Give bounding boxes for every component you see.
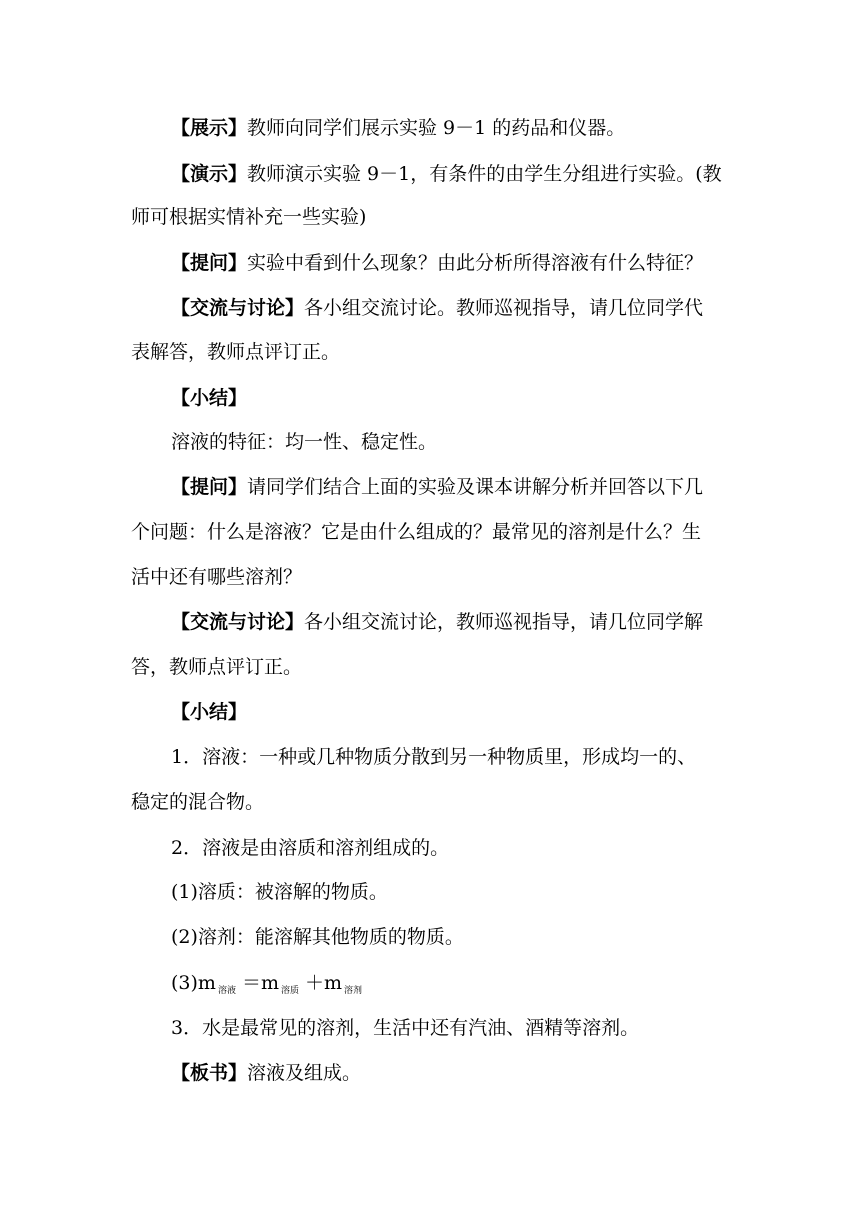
section-tag: 【提问】 xyxy=(171,476,248,498)
paragraph-show xyxy=(171,115,771,141)
summary-heading-1 xyxy=(171,385,771,411)
paragraph-text: 各小组交流讨论。教师巡视指导，请几位同学代 xyxy=(304,297,704,319)
paragraph-discussion1-line1 xyxy=(171,295,771,321)
paragraph-demo-line1 xyxy=(171,161,771,187)
section-tag: 【小结】 xyxy=(171,701,248,723)
paragraph-question2-line1 xyxy=(171,474,771,500)
formula-subscript-solute: 溶质 xyxy=(280,986,299,996)
paragraph-discussion2-line2: 答，教师点评订正。 xyxy=(131,656,303,678)
section-tag: 【板书】 xyxy=(171,1062,248,1084)
summary-item-3: 3．水是最常见的溶剂，生活中还有汽油、酒精等溶剂。 xyxy=(171,1017,640,1039)
section-tag: 【提问】 xyxy=(171,252,248,274)
section-tag: 【交流与讨论】 xyxy=(171,611,305,633)
section-tag: 【演示】 xyxy=(171,163,248,185)
section-tag: 【交流与讨论】 xyxy=(171,297,305,319)
formula-part: (3)m xyxy=(171,972,216,994)
section-tag: 【展示】 xyxy=(171,117,248,139)
paragraph-board xyxy=(171,1060,771,1086)
summary-item-2-1: (1)溶质：被溶解的物质。 xyxy=(171,881,388,903)
paragraph-text: 溶液及组成。 xyxy=(247,1062,362,1084)
paragraph-question1 xyxy=(171,250,771,276)
paragraph-features: 溶液的特征：均一性、稳定性。 xyxy=(171,431,438,453)
summary-item-2-3-formula xyxy=(171,970,771,1004)
paragraph-text: 教师向同学们展示实验 9－1 的药品和仪器。 xyxy=(247,117,626,139)
paragraph-text: 各小组交流讨论，教师巡视指导，请几位同学解 xyxy=(304,611,704,633)
paragraph-question2-line2: 个问题：什么是溶液？它是由什么组成的？最常见的溶剂是什么？生 xyxy=(131,521,702,543)
formula-part: ＋m xyxy=(305,972,343,994)
formula-subscript-solution: 溶液 xyxy=(217,986,236,996)
paragraph-text: 请同学们结合上面的实验及课本讲解分析并回答以下几 xyxy=(247,476,704,498)
formula-subscript-solvent: 溶剂 xyxy=(344,986,363,996)
summary-item-1-line1: 1．溶液：一种或几种物质分散到另一种物质里，形成均一的、 xyxy=(171,746,697,768)
summary-item-2-2: (2)溶剂：能溶解其他物质的物质。 xyxy=(171,926,464,948)
section-tag: 【小结】 xyxy=(171,387,248,409)
paragraph-demo-line2: 师可根据实情补充一些实验) xyxy=(131,206,367,228)
paragraph-text: 实验中看到什么现象？由此分析所得溶液有什么特征？ xyxy=(247,252,704,274)
paragraph-text: 教师演示实验 9－1，有条件的由学生分组进行实验。(教 xyxy=(247,163,722,185)
summary-item-2: 2．溶液是由溶质和溶剂组成的。 xyxy=(171,837,450,859)
summary-item-1-line2: 稳定的混合物。 xyxy=(131,791,265,813)
summary-heading-2 xyxy=(171,699,771,725)
paragraph-question2-line3: 活中还有哪些溶剂？ xyxy=(131,566,303,588)
paragraph-discussion1-line2: 表解答，教师点评订正。 xyxy=(131,341,341,363)
formula-part: ＝m xyxy=(241,972,279,994)
paragraph-discussion2-line1 xyxy=(171,609,771,635)
